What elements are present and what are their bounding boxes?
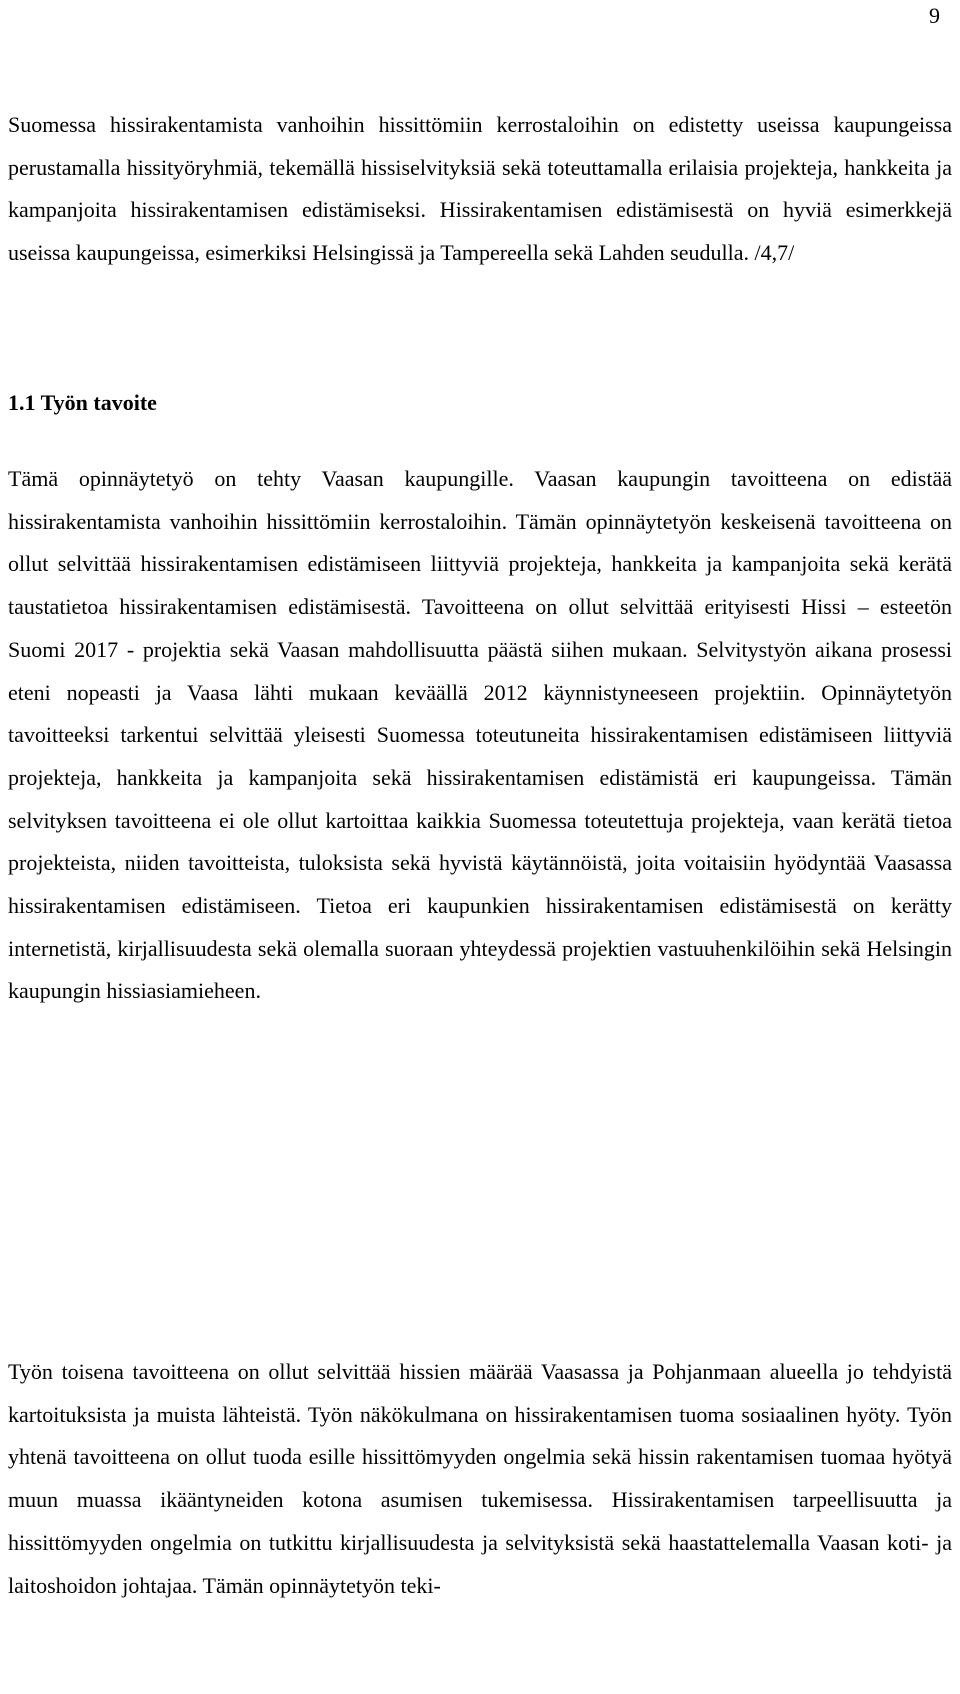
page-number: 9: [929, 3, 940, 28]
goal-paragraph: Tämä opinnäytetyö on tehty Vaasan kaupungille. Vaasan kaupungin tavoitteena on edistää hissirakentamista vanhoihin hissittömiin kerrostaloihin. Tämän opinnäytetyön keskeisenä tavoitteena on ollut selvittää hissirakentamisen edistämiseen liittyviä projekteja, hankkeita ja kampanjoita sekä kerätä taustatietoa hissirakentamisen edistämisestä. Tavoitteena on ollut selvittää erityisesti Hissi – esteetön Suomi 2017 - projektia sekä Vaasan mahdollisuutta päästä siihen mukaan. Selvitystyön aikana prosessi eteni nopeasti ja Vaasa lähti mukaan keväällä 2012 käynnistyneeseen projektiin. Opinnäytetyön tavoitteeksi tarkentui selvittää yleisesti Suomessa toteutuneita hissirakentamisen edistämiseen liittyviä projekteja, hankkeita ja kampanjoita sekä hissirakentamisen edistämistä eri kaupungeissa. Tämän selvityksen tavoitteena ei ole ollut kartoittaa kaikkia Suomessa toteutettuja projekteja, vaan kerätä tietoa projekteista, niiden tavoitteista, tuloksista sekä hyvistä käytännöistä, joita voitaisiin hyödyntää Vaasassa hissirakentamisen edistämiseen. Tietoa eri kaupunkien hissirakentamisen edistämisestä on kerätty internetistä, kirjallisuudesta sekä olemalla suoraan yhteydessä projektien vastuuhenkilöihin sekä Helsingin kaupungin hissiasiamieheen.: [8, 466, 952, 1004]
intro-paragraph: Suomessa hissirakentamista vanhoihin hissittömiin kerrostaloihin on edistetty useissa kaupungeissa perustamalla hissityöryhmiä, tekemällä hissiselvityksiä sekä toteuttamalla erilaisia projekteja, hankkeita ja kampanjoita hissirakentamisen edistämiseksi. Hissirakentamisen edistämisestä on hyviä esimerkkejä useissa kaupungeissa, esimerkiksi Helsingissä ja Tampereella sekä Lahden seudulla. /4,7/: [8, 112, 952, 266]
second-goal-paragraph: Työn toisena tavoitteena on ollut selvittää hissien määrää Vaasassa ja Pohjanmaan alueella jo tehdyistä kartoituksista ja muista lähteistä. Työn näkökulmana on hissirakentamisen tuoma sosiaalinen hyöty. Työn yhtenä tavoitteena on ollut tuoda esille hissittömyyden ongelmia sekä hissin rakentamisen tuomaa hyötyä muun muassa ikääntyneiden kotona asumisen tukemisessa. Hissirakentamisen tarpeellisuutta ja hissittömyyden ongelmia on tutkittu kirjallisuudesta ja selvityksistä sekä haastattelemalla Vaasan koti- ja laitoshoidon johtajaa. Tämän opinnäytetyön teki-: [8, 1359, 952, 1598]
section-heading: 1.1 Työn tavoite: [8, 390, 157, 415]
